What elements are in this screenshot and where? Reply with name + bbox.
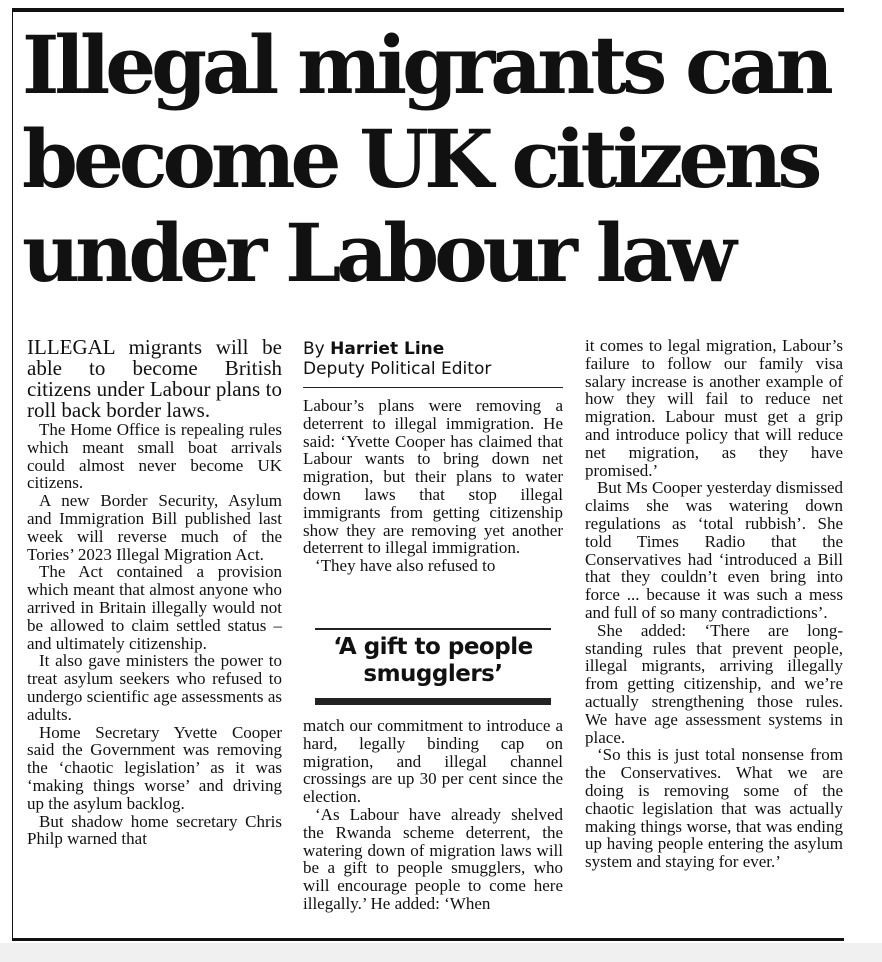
body-paragraph: match our commitment to introduce a hard, legally binding cap on migration, and illegal channel crossings are up 30 per cent since the election. [303,716,563,807]
body-paragraph: ‘So this is just total nonsense from the Conservatives. What we are doing is removing some of the chaotic legislation that was actually making things worse, that was ending up having people entering the asylum system and staying for ever.’ [585,745,843,872]
pull-quote-text: ‘A gift to people smugglers’ [333,634,533,687]
left-rule [12,8,13,938]
body-paragraph: But Ms Cooper yesterday dismissed claims she was watering down regulations as ‘total rubbish’. She told Times Radio that the Conservatives had ‘introduced a Bill that they couldn’t even bring into force ... because it was such a mess and full of so many contradictions’. [585,478,843,622]
byline [303,339,563,379]
headline-line-1: Illegal migrants can [22,18,829,112]
body-paragraph: But shadow home secretary Chris Philp warned that [27,811,282,849]
headline-line-2: become UK citizens [22,112,818,206]
body-paragraph: It also gave ministers the power to treat asylum seekers who refused to undergo scientific age assessments as adults. [27,651,282,724]
article-column-2-continued [303,717,563,913]
article-column-2 [303,337,563,575]
headline [22,18,852,300]
body-paragraph: Labour’s plans were removing a deterrent to illegal immigration. He said: ‘Yvette Cooper has claimed that Labour wants to bring down net migration, but their plans to water down laws that stop illegal immigrants from getting citizenship show they are removing yet another deterrent to illegal immigration. [303,396,563,558]
body-paragraph: A new Border Security, Asylum and Immigration Bill published last week will reverse much of the Tories’ 2023 Illegal Migration Act. [27,491,282,564]
article-column-3 [585,337,843,871]
author-name: Harriet Line [330,339,445,359]
body-paragraph: She added: ‘There are long-standing rules that prevent people, illegal migrants, arriving illegally from getting citizenship, and we’re actually strengthening those rules. We have age assessment systems in place. [585,620,843,747]
body-paragraph: The Act contained a provision which meant that almost anyone who arrived in Britain illegally would not be allowed to claim settled status – and ultimately citizenship. [27,562,282,653]
bottom-rule [12,938,844,941]
pull-quote-bottom-rule [315,698,551,705]
byline-divider [303,387,563,388]
body-paragraph: Home Secretary Yvette Cooper said the Government was removing the ‘chaotic legislation’ as it was ‘making things worse’ and driving up the asylum backlog. [27,722,282,813]
byline-prefix: By [303,339,325,359]
headline-line-3: under Labour law [22,206,732,300]
body-paragraph: The Home Office is repealing rules which meant small boat arrivals could almost never become UK citizens. [27,420,282,493]
author-role: Deputy Political Editor [303,359,492,379]
article-column-1 [27,337,282,848]
body-paragraph: ‘As Labour have already shelved the Rwanda scheme deterrent, the watering down of migration laws will be a gift to people smugglers, who will encourage people to come here illegally.’ He added: ‘When [303,804,563,913]
body-paragraph: it comes to legal migration, Labour’s failure to follow our family visa salary increase is another example of how they will fail to reduce net migration. Labour must get a grip and introduce policy that will reduce net migration, as they have promised.’ [585,336,843,480]
body-paragraph: ‘They have also refused to [315,556,496,576]
lede-paragraph: ILLEGAL migrants will be able to become British citizens under Labour plans to roll back border laws. [27,335,282,422]
top-rule [12,8,844,12]
page-footer-strip [0,943,882,962]
pull-quote [315,628,551,705]
